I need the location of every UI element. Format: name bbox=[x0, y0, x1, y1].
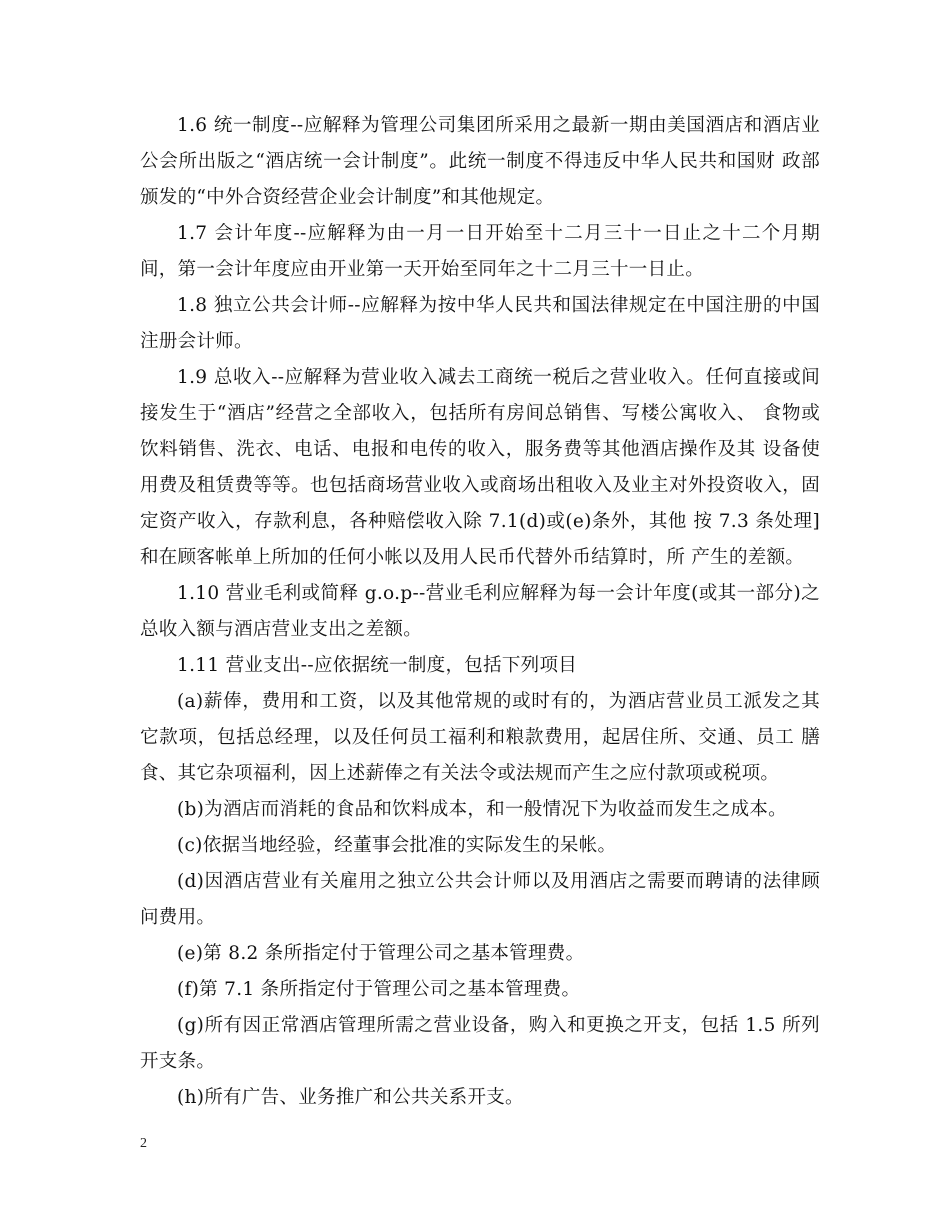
list-item-d: (d)因酒店营业有关雇用之独立公共会计师以及用酒店之需要而聘请的法律顾问费用。 bbox=[140, 871, 820, 928]
page-number: 2 bbox=[140, 1136, 147, 1151]
list-item-f: (f)第 7.1 条所指定付于管理公司之基本管理费。 bbox=[177, 979, 581, 1000]
paragraph-1-10: 1.10 营业毛利或简释 g.o.p--营业毛利应解释为每一会计年度(或其一部分)之总收入额与酒店营业支出之差额。 bbox=[140, 583, 820, 640]
paragraph-1-11: 1.11 营业支出--应依据统一制度，包括下列项目 bbox=[177, 655, 578, 676]
list-item-c: (c)依据当地经验，经董事会批准的实际发生的呆帐。 bbox=[177, 835, 617, 856]
paragraph-1-8: 1.8 独立公共会计师--应解释为按中华人民共和国法律规定在中国注册的中国注册会计师。 bbox=[140, 295, 820, 352]
list-item-b: (b)为酒店而消耗的食品和饮料成本，和一般情况下为收益而发生之成本。 bbox=[177, 799, 787, 820]
list-item-g: (g)所有因正常酒店管理所需之营业设备，购入和更换之开支，包括 1.5 所列开支条。 bbox=[140, 1015, 820, 1072]
list-item-e: (e)第 8.2 条所指定付于管理公司之基本管理费。 bbox=[177, 943, 585, 964]
paragraph-1-6: 1.6 统一制度--应解释为管理公司集团所采用之最新一期由美国酒店和酒店业公会所出版之“酒店统一会计制度”。此统一制度不得违反中华人民共和国财 政部颁发的“中外合资经营企业会计制度”和其他规定。 bbox=[140, 115, 820, 208]
paragraph-1-7: 1.7 会计年度--应解释为由一月一日开始至十二月三十一日止之十二个月期间，第一会计年度应由开业第一天开始至同年之十二月三十一日止。 bbox=[140, 223, 820, 280]
paragraph-1-9: 1.9 总收入--应解释为营业收入减去工商统一税后之营业收入。任何直接或间接发生于“酒店”经营之全部收入，包括所有房间总销售、写楼公寓收入、 食物或饮料销售、洗衣、电话、电报和电传的收入，服务费等其他酒店操作及其 设备使用费及租赁费等等。也包括商场营业收入或商场出租收入及业主对外投资收入，固定资产收入，存款利息，各种赔偿收入除 7.1(d)或(e)条外，其他 按 7.3 条处理]和在顾客帐单上所加的任何小帐以及用人民币代替外币结算时，所 产生的差额。 bbox=[140, 367, 820, 568]
list-item-a: (a)薪俸，费用和工资，以及其他常规的或时有的，为酒店营业员工派发之其它款项，包括总经理，以及任何员工福利和粮款费用，起居住所、交通、员工 膳食、其它杂项福利，因上述薪俸之有关法令或法规而产生之应付款项或税项。 bbox=[140, 691, 820, 784]
list-item-h: (h)所有广告、业务推广和公共关系开支。 bbox=[177, 1087, 524, 1108]
document-body bbox=[140, 108, 820, 1116]
